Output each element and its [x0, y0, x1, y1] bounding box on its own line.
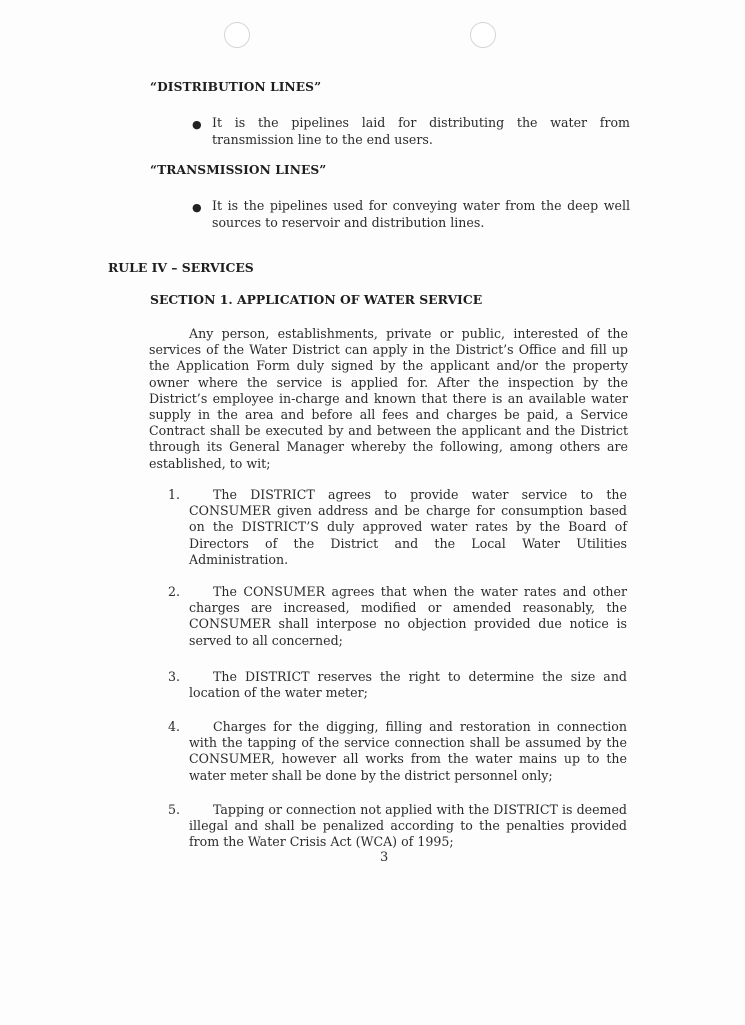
list-item-text: The DISTRICT reserves the right to determine the size and location of the water meter;	[189, 669, 627, 701]
list-item-text: The DISTRICT agrees to provide water service to the CONSUMER given address and be charge for consumption based on the DISTRICT’S duly approved water rates by the Board of Directors of the District and the Local Water Utilities Administration.	[189, 487, 627, 567]
definition-text-distribution-lines: It is the pipelines laid for distributing the water from transmission line to the end users.	[212, 115, 630, 147]
punch-hole-right	[470, 22, 496, 48]
list-item-text: The CONSUMER agrees that when the water rates and other charges are increased, modified or amended reasonably, the CONSUMER shall interpose no objection provided due notice is served to all concerned;	[189, 584, 627, 648]
punch-hole-left	[224, 22, 250, 48]
bullet-icon: ●	[192, 201, 202, 214]
rule-heading: RULE IV – SERVICES	[108, 260, 254, 275]
section-heading: SECTION 1. APPLICATION OF WATER SERVICE	[150, 292, 483, 307]
list-item-number: 4.	[168, 719, 181, 734]
definition-title-transmission-lines: “TRANSMISSION LINES”	[150, 163, 327, 177]
page-number: 3	[380, 850, 389, 865]
list-item-number: 2.	[168, 584, 181, 599]
intro-paragraph: Any person, establishments, private or public, interested of the services of the Water District can apply in the District’s Office and fill up the Application Form duly signed by the applicant and/or the property owner where the service is applied for. After the inspection by the District’s employee in-charge and known that there is an available water supply in the area and before all fees and charges be paid, a Service Contract shall be executed by and between the applicant and the District through its General Manager whereby the following, among others are established, to wit;	[149, 326, 628, 471]
list-item-text: Tapping or connection not applied with the DISTRICT is deemed illegal and shall be penalized according to the penalties provided from the Water Crisis Act (WCA) of 1995;	[189, 802, 627, 850]
definition-title-distribution-lines: “DISTRIBUTION LINES”	[150, 80, 322, 94]
list-item-text: Charges for the digging, filling and restoration in connection with the tapping of the service connection shall be assumed by the CONSUMER, however all works from the water mains up to the water meter shall be done by the district personnel only;	[189, 719, 627, 783]
definition-text-transmission-lines: It is the pipelines used for conveying water from the deep well sources to reservoir and distribution lines.	[212, 198, 630, 230]
bullet-icon: ●	[192, 118, 202, 131]
list-item-number: 3.	[168, 669, 181, 684]
list-item-number: 5.	[168, 802, 181, 817]
list-item-number: 1.	[168, 487, 181, 502]
